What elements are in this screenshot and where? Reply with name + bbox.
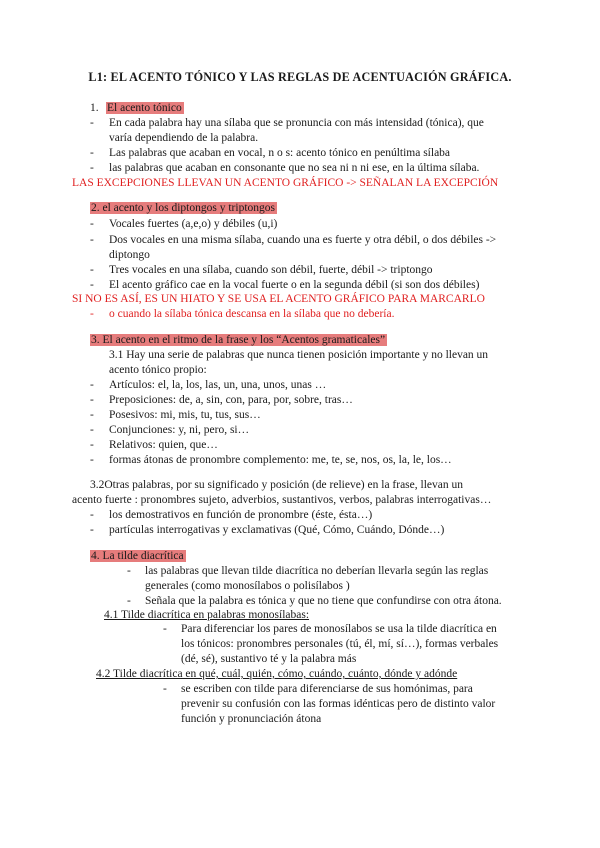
- bullet-dash: -: [90, 264, 94, 276]
- bullet-dash: -: [90, 394, 94, 406]
- bullet-dash: -: [127, 565, 131, 577]
- s3-bullet-articles: Artículos: el, la, los, las, un, una, unos, unas …: [109, 379, 327, 391]
- section-1-heading: El acento tónico: [107, 102, 182, 114]
- s1-bullet-1-cont: varía dependiendo de la palabra.: [109, 132, 259, 144]
- bullet-dash: -: [90, 117, 94, 129]
- section-3-number: 3.: [91, 334, 100, 346]
- s1-bullet-2: Las palabras que acaban en vocal, n o s: acento tónico en penúltima sílaba: [109, 147, 451, 159]
- s4-subheading-2: 4.2 Tilde diacrítica en qué, cuál, quién, cómo, cuándo, cuánto, dónde y adónde: [96, 668, 458, 680]
- s2-bullet-2-cont: diptongo: [109, 249, 150, 261]
- bullet-dash: -: [90, 218, 94, 230]
- bullet-dash: -: [163, 683, 167, 695]
- s1-bullet-3: las palabras que acaban en consonante que no sea ni n ni ese, en la última sílaba.: [109, 162, 480, 174]
- bullet-dash: -: [163, 623, 167, 635]
- s2-bullet-5: o cuando la sílaba tónica descansa en la sílaba que no debería.: [109, 308, 395, 320]
- section-1-number: 1.: [90, 102, 99, 114]
- s3-bullet-prepositions: Preposiciones: de, a, sin, con, para, por, sobre, tras…: [109, 394, 353, 406]
- s4-sub2-item-1-cont: prevenir su confusión con las formas idénticas pero de distinto valor: [181, 698, 496, 710]
- bullet-dash: -: [90, 424, 94, 436]
- s2-bullet-3: Tres vocales en una sílaba, cuando son débil, fuerte, débil -> triptongo: [109, 264, 433, 276]
- s3-bullet-conjunctions: Conjunciones: y, ni, pero, si…: [109, 424, 250, 436]
- s3-bullet-possessives: Posesivos: mi, mis, tu, tus, sus…: [109, 409, 261, 421]
- s3-bullet-demonstratives: los demostrativos en función de pronombre (éste, ésta…): [109, 509, 373, 521]
- s3-bullet-pronouns: formas átonas de pronombre complemento: me, te, se, nos, os, la, le, los…: [109, 454, 452, 466]
- s3-bullet-relatives: Relativos: quien, que…: [109, 439, 218, 451]
- s2-bullet-2: Dos vocales en una misma sílaba, cuando una es fuerte y otra débil, o dos débiles ->: [109, 234, 497, 246]
- bullet-dash: -: [90, 147, 94, 159]
- s4-sub2-item-1-cont2: función y pronunciación átona: [181, 713, 322, 725]
- section-2-heading: el acento y los diptongos y triptongos: [102, 202, 275, 214]
- s3-bullet-interrogatives: partículas interrogativas y exclamativas (Qué, Cómo, Cuándo, Dónde…): [109, 524, 445, 536]
- section-3-heading: El acento en el ritmo de la frase y los “Acentos gramaticales”: [102, 334, 386, 346]
- section-4-number: 4.: [91, 550, 100, 562]
- s4-bullet-2: Señala que la palabra es tónica y que no tiene que confundirse con otra átona.: [145, 595, 502, 607]
- s4-subheading-1: 4.1 Tilde diacrítica en palabras monosílabas:: [104, 609, 310, 621]
- bullet-dash: -: [127, 595, 131, 607]
- s3-para-1: 3.1 Hay una serie de palabras que nunca tienen posición importante y no llevan un: [109, 349, 489, 361]
- section-2-number: 2.: [91, 202, 100, 214]
- bullet-dash: -: [90, 439, 94, 451]
- s4-sub1-item-1-cont: los tónicos: pronombres personales (tú, él, mí, sí…), formas verbales: [181, 638, 499, 650]
- s4-sub1-item-1-cont2: (dé, sé), sustantivo té y la palabra más: [181, 653, 357, 665]
- s2-warning: SI NO ES ASÍ, ES UN HIATO Y SE USA EL ACENTO GRÁFICO PARA MARCARLO: [72, 293, 485, 305]
- bullet-dash: -: [90, 234, 94, 246]
- s3-para-2-cont: acento fuerte : pronombres sujeto, adverbios, sustantivos, verbos, palabras interrogativas…: [72, 494, 492, 506]
- bullet-dash: -: [90, 279, 94, 291]
- s2-bullet-1: Vocales fuertes (a,e,o) y débiles (u,i): [109, 218, 278, 230]
- s4-sub1-item-1: Para diferenciar los pares de monosílabos se usa la tilde diacrítica en: [181, 623, 497, 635]
- bullet-dash: -: [90, 509, 94, 521]
- bullet-dash: -: [90, 379, 94, 391]
- bullet-dash: -: [90, 308, 94, 320]
- bullet-dash: -: [90, 162, 94, 174]
- s1-warning: LAS EXCEPCIONES LLEVAN UN ACENTO GRÁFICO -> SEÑALAN LA EXCEPCIÓN: [72, 177, 499, 189]
- s3-para-2: 3.2Otras palabras, por su significado y posición (de relieve) en la frase, llevan un: [90, 479, 463, 491]
- bullet-dash: -: [90, 409, 94, 421]
- s1-bullet-1: En cada palabra hay una sílaba que se pronuncia con más intensidad (tónica), que: [109, 117, 484, 129]
- s2-bullet-4: El acento gráfico cae en la vocal fuerte o en la segunda débil (si son dos débiles): [109, 279, 480, 291]
- s3-para-1-cont: acento tónico propio:: [109, 364, 207, 376]
- document-title: L1: EL ACENTO TÓNICO Y LAS REGLAS DE ACENTUACIÓN GRÁFICA.: [88, 70, 512, 84]
- s4-sub2-item-1: se escriben con tilde para diferenciarse de sus homónimas, para: [181, 683, 473, 695]
- bullet-dash: -: [90, 454, 94, 466]
- bullet-dash: -: [90, 524, 94, 536]
- section-4-heading: La tilde diacrítica: [102, 550, 184, 562]
- s4-bullet-1-cont: generales (como monosílabos o polisílabos ): [145, 580, 350, 592]
- s4-bullet-1: las palabras que llevan tilde diacrítica no deberían llevarla según las reglas: [145, 565, 489, 577]
